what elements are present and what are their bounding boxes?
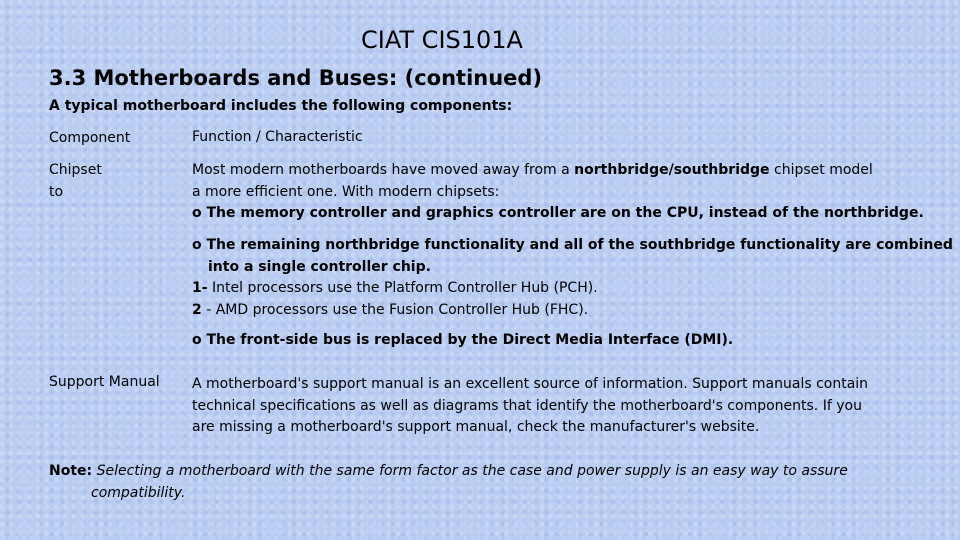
chipset-bullet-2-line2: into a single controller chip. (208, 258, 431, 275)
chipset-bullet-3: o The front-side bus is replaced by the Direct Media Interface (DMI). (192, 332, 734, 348)
item-2-text: - AMD processors use the Fusion Controller Hub (FHC). (201, 301, 589, 318)
course-title-text: CIAT CIS101A (361, 26, 523, 54)
chipset-label-line2: to (49, 183, 64, 200)
support-manual-description (192, 374, 868, 439)
note-text-line1: Selecting a motherboard with the same form factor as the case and power supply is an easy way to assure (92, 463, 848, 479)
header-component: Component (49, 130, 131, 146)
chipset-item-2 (192, 300, 953, 322)
item-1-text: Intel processors use the Platform Controller Hub (PCH). (207, 280, 598, 296)
support-line3: are missing a motherboard's support manual, check the manufacturer's website. (192, 419, 760, 435)
chipset-line1-pre: Most modern motherboards have moved away from a (192, 162, 575, 178)
chipset-line1-post: chipset model (769, 162, 873, 178)
chipset-label-line1: Chipset (49, 162, 102, 178)
support-manual-label: Support Manual (49, 374, 160, 390)
item-1-number: 1- (192, 280, 208, 296)
note-text-line2: compatibility. (91, 485, 186, 501)
course-title (0, 26, 960, 54)
chipset-bullet-2-block (192, 235, 953, 321)
chipset-bullet-1: o The memory controller and graphics controller are on the CPU, instead of the northbridge. (192, 205, 924, 221)
item-2-number: 2 (192, 301, 202, 318)
chipset-line2: a more efficient one. With modern chipsets: (192, 183, 500, 200)
chipset-label (49, 160, 102, 203)
note-line1 (49, 460, 848, 482)
chipset-description (192, 160, 924, 225)
note-label: Note: (49, 463, 93, 479)
slide-heading: 3.3 Motherboards and Buses: (continued) (49, 66, 543, 90)
support-line1: A motherboard's support manual is an excellent source of information. Support manuals contain (192, 376, 869, 392)
note (49, 460, 848, 504)
chipset-item-1 (192, 278, 953, 300)
header-function: Function / Characteristic (192, 129, 363, 145)
support-line2: technical specifications as well as diagrams that identify the motherboard's components. If you (192, 397, 862, 414)
intro-text: A typical motherboard includes the following components: (49, 98, 513, 114)
northbridge-southbridge-term: northbridge/southbridge (574, 162, 770, 178)
chipset-bullet-2-line1: o The remaining northbridge functionality and all of the southbridge functionality are combined (192, 237, 953, 253)
chipset-line1 (192, 160, 924, 182)
